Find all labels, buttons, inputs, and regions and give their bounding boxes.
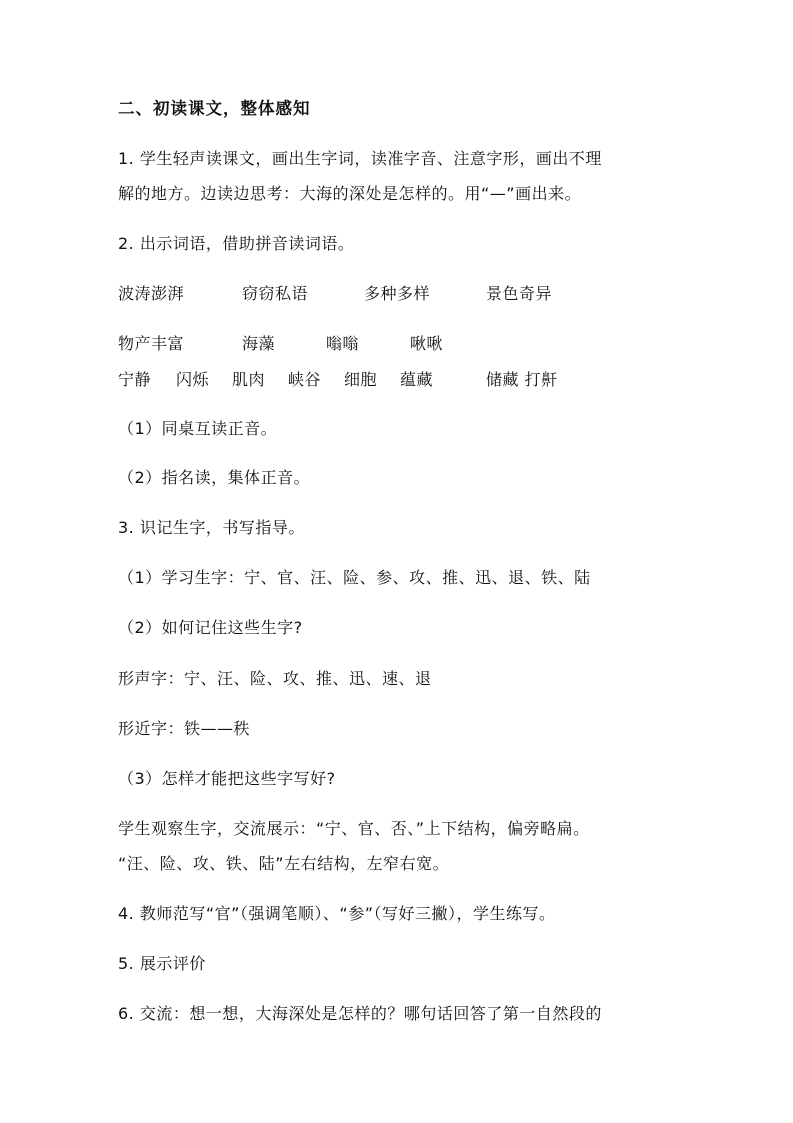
vocab-word: 峡谷 <box>288 370 322 389</box>
vocab-word: 波涛澎湃 <box>118 284 185 303</box>
vocab-word: 闪烁 <box>176 370 210 389</box>
step4-text: 4. 教师范写“官”（强调笔顺）、“参”（写好三撇），学生练写。 <box>118 904 556 923</box>
vocab-word: 多种多样 <box>364 284 431 303</box>
section-heading: 二、初读课文，整体感知 <box>118 99 311 118</box>
step1-line2: 解的地方。边读边思考：大海的深处是怎样的。用“—”画出来。 <box>118 184 582 203</box>
vocab-word: 细胞 <box>344 370 378 389</box>
step1-line1: 1. 学生轻声读课文，画出生字词，读准字音、注意字形，画出不理 <box>118 149 602 168</box>
vocab-word: 海藻 <box>242 334 276 353</box>
vocab-word: 嗡嗡 <box>326 334 360 353</box>
step3-text: 3. 识记生字，书写指导。 <box>118 518 305 537</box>
step3-xingjin: 形近字：铁——秩 <box>118 719 251 738</box>
step5-text: 5. 展示评价 <box>118 954 206 973</box>
step3-obs2: “汪、险、攻、铁、陆”左右结构，左窄右宽。 <box>118 854 450 873</box>
step3-obs1: 学生观察生字，交流展示：“宁、官、否、”上下结构，偏旁略扁。 <box>118 819 590 838</box>
vocab-word: 肌肉 <box>232 370 266 389</box>
vocab-word: 窃窃私语 <box>242 284 309 303</box>
step6-text: 6. 交流：想一想，大海深处是怎样的？哪句话回答了第一自然段的 <box>118 1004 602 1023</box>
step3-sub1: （1）学习生字：宁、官、汪、险、参、攻、推、迅、退、铁、陆 <box>118 568 591 587</box>
step3-sub2: （2）如何记住这些生字? <box>118 618 303 637</box>
vocab-word: 储藏 打鼾 <box>486 370 558 389</box>
vocab-word: 宁静 <box>118 370 152 389</box>
vocab-word: 啾啾 <box>410 334 444 353</box>
vocab-word: 物产丰富 <box>118 334 185 353</box>
vocab-word: 蕴藏 <box>400 370 434 389</box>
step3-sub3: （3）怎样才能把这些字写好? <box>118 769 336 788</box>
vocab-word: 景色奇异 <box>486 284 553 303</box>
step2-text: 2. 出示词语，借助拼音读词语。 <box>118 234 355 253</box>
step3-xingsheng: 形声字：宁、汪、险、攻、推、迅、速、退 <box>118 669 432 688</box>
step2-sub2: （2）指名读，集体正音。 <box>118 468 311 487</box>
step2-sub1: （1）同桌互读正音。 <box>118 419 278 438</box>
